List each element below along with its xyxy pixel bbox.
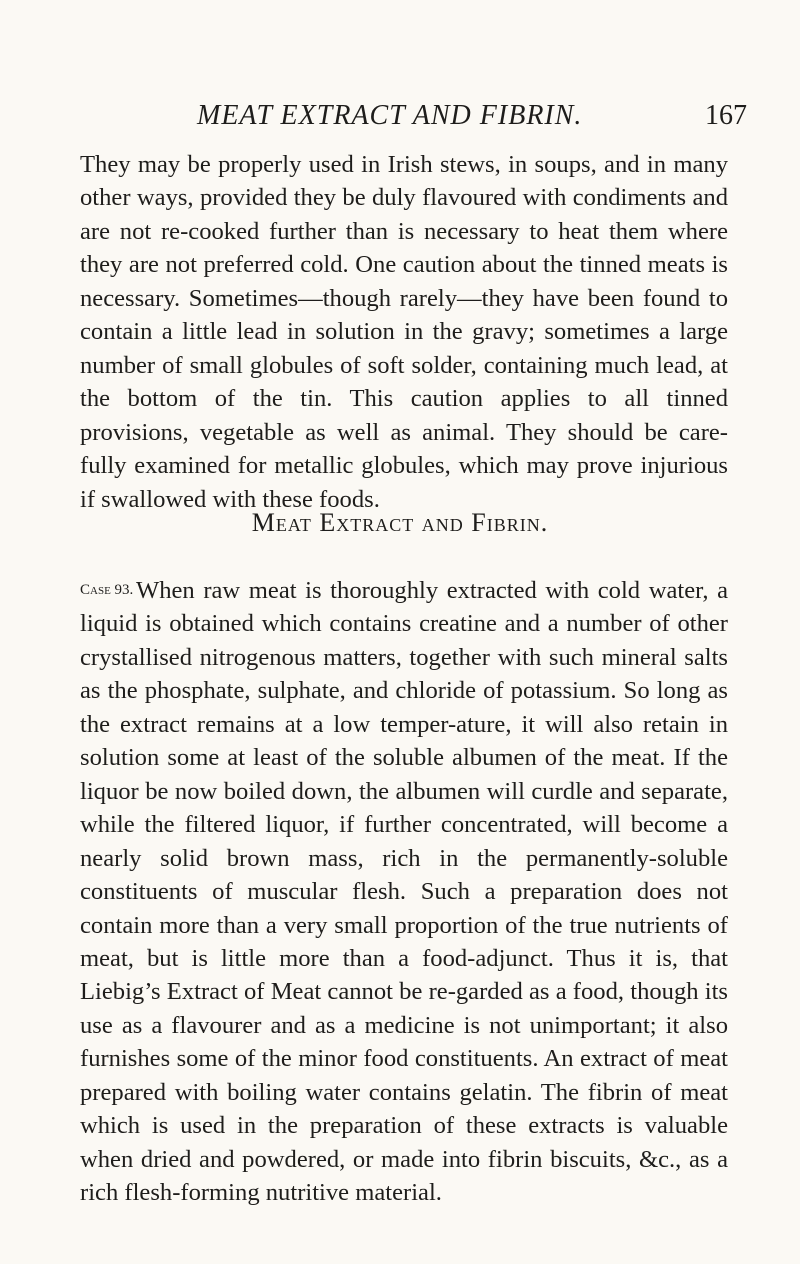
section-heading: Meat Extract and Fibrin. <box>251 508 549 537</box>
margin-note-case: Case 93. <box>80 582 134 598</box>
running-head <box>0 96 800 136</box>
page-number: 167 <box>705 100 747 131</box>
paragraph-tinned-meats: They may be properly used in Irish stews, in soups, and in many other ways, provided they be duly flavoured with condiments and are not re-cooked further than is necessary to heat them where they are not preferred cold. One caution about the tinned meats is necessary. Sometimes—though rarely—they have been found to contain a little lead in solution in the gravy; sometimes a large number of small globules of soft solder, containing much lead, at the bottom of the tin. This caution applies to all tinned provisions, vegetable as well as animal. They should be care-fully examined for metallic globules, which may prove injurious if swallowed with these foods. <box>80 151 728 513</box>
running-title: MEAT EXTRACT AND FIBRIN. <box>197 100 583 131</box>
paragraph-meat-extract: When raw meat is thoroughly extracted with cold water, a liquid is obtained which contains creatine and a number of other crystallised nitrogenous matters, together with such mineral salts as the phosphate, sulphate, and chloride of potassium. So long as the extract remains at a low temper-ature, it will also retain in solution some at least of the soluble albumen of the meat. If the liquor be now boiled down, the albumen will curdle and separate, while the filtered liquor, if further concentrated, will become a nearly solid brown mass, rich in the permanently-soluble constituents of muscular flesh. Such a preparation does not contain more than a very small proportion of the true nutrients of meat, but is little more than a food-adjunct. Thus it is, that Liebig’s Extract of Meat cannot be re-garded as a food, though its use as a flavourer and as a medicine is not unimportant; it also furnishes some of the minor food constituents. An extract of meat prepared with boiling water contains gelatin. The fibrin of meat which is used in the preparation of these extracts is valuable when dried and powdered, or made into fibrin biscuits, &c., as a rich flesh-forming nutritive material. <box>80 577 728 1207</box>
